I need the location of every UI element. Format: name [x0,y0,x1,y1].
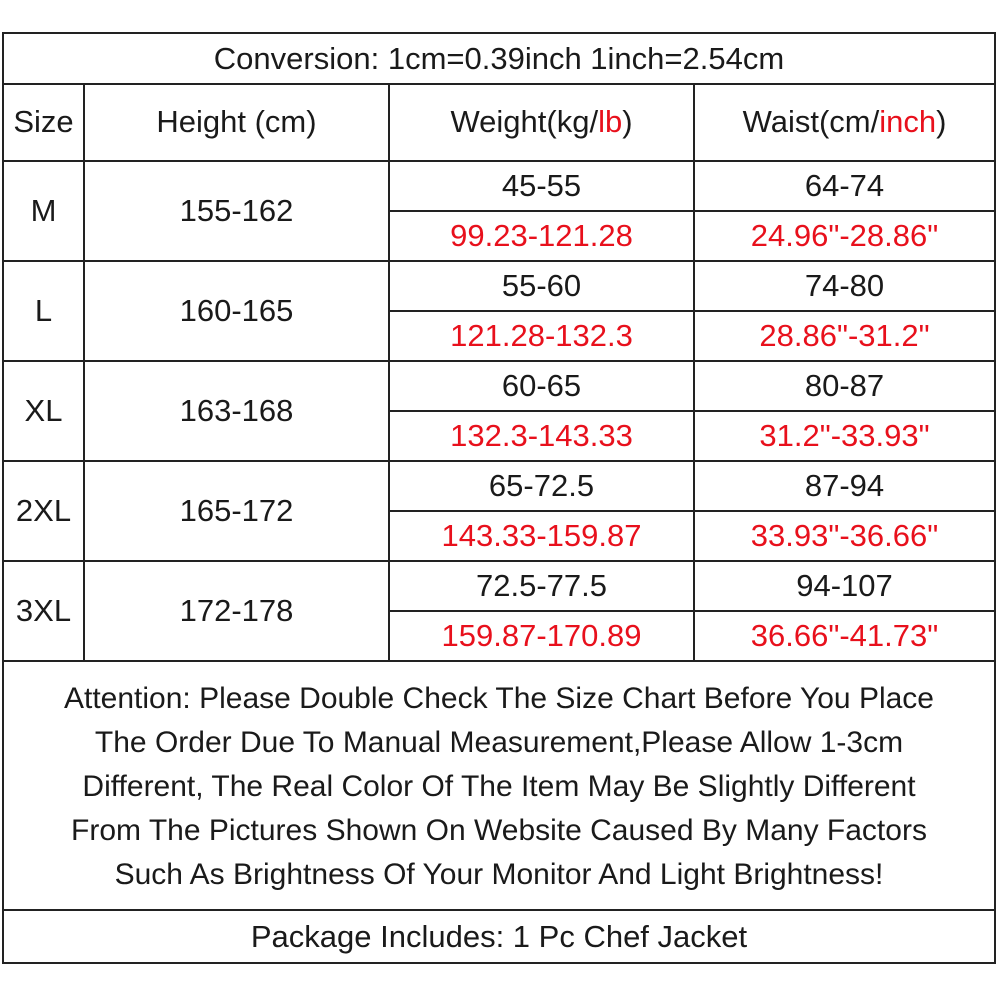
attention-text [64,677,934,897]
size-cell: 2XL [4,461,84,561]
height-cell: 165-172 [84,461,389,561]
header-waist-unit-inch: inch [879,103,937,139]
size-chart [2,32,996,964]
size-cell: L [4,261,84,361]
waist-inch-cell: 33.93"-36.66" [694,511,994,561]
size-table [4,83,994,662]
weight-kg-cell: 45-55 [389,161,694,211]
header-waist [694,83,994,161]
height-cell: 163-168 [84,361,389,461]
package-includes: Package Includes: 1 Pc Chef Jacket [250,918,748,954]
size-cell: XL [4,361,84,461]
height-cell: 172-178 [84,561,389,661]
waist-cm-cell: 74-80 [694,261,994,311]
weight-kg-cell: 55-60 [389,261,694,311]
waist-cm-cell: 80-87 [694,361,994,411]
header-waist-suffix: ) [936,103,947,139]
height-cell: 155-162 [84,161,389,261]
weight-lb-cell: 121.28-132.3 [389,311,694,361]
header-height: Height (cm) [84,83,389,161]
weight-kg-cell: 72.5-77.5 [389,561,694,611]
attention-line: Attention: Please Double Check The Size Chart Before You Place [64,682,934,715]
waist-cm-cell: 87-94 [694,461,994,511]
header-waist-prefix: Waist(cm/ [742,103,880,139]
size-cell: 3XL [4,561,84,661]
weight-kg-cell: 65-72.5 [389,461,694,511]
header-weight [389,83,694,161]
size-cell: M [4,161,84,261]
header-size: Size [4,83,84,161]
attention-line: Such As Brightness Of Your Monitor And Light Brightness! [114,858,884,891]
table-row [4,161,994,211]
weight-lb-cell: 143.33-159.87 [389,511,694,561]
waist-cm-cell: 64-74 [694,161,994,211]
weight-lb-cell: 99.23-121.28 [389,211,694,261]
attention-line: The Order Due To Manual Measurement,Please Allow 1-3cm [94,726,904,759]
table-row [4,561,994,611]
table-header-row [4,83,994,161]
weight-kg-cell: 60-65 [389,361,694,411]
table-row [4,361,994,411]
waist-inch-cell: 31.2"-33.93" [694,411,994,461]
height-cell: 160-165 [84,261,389,361]
attention-line: Different, The Real Color Of The Item May Be Slightly Different [82,770,916,803]
header-weight-prefix: Weight(kg/ [450,103,599,139]
conversion-note: Conversion: 1cm=0.39inch 1inch=2.54cm [4,34,994,85]
table-row [4,461,994,511]
attention-notice [4,665,994,911]
weight-lb-cell: 159.87-170.89 [389,611,694,661]
header-weight-suffix: ) [622,103,633,139]
waist-cm-cell: 94-107 [694,561,994,611]
waist-inch-cell: 36.66"-41.73" [694,611,994,661]
header-weight-unit-lb: lb [598,103,623,139]
table-row [4,261,994,311]
waist-inch-cell: 24.96"-28.86" [694,211,994,261]
attention-line: From The Pictures Shown On Website Caused By Many Factors [71,814,927,847]
weight-lb-cell: 132.3-143.33 [389,411,694,461]
waist-inch-cell: 28.86"-31.2" [694,311,994,361]
